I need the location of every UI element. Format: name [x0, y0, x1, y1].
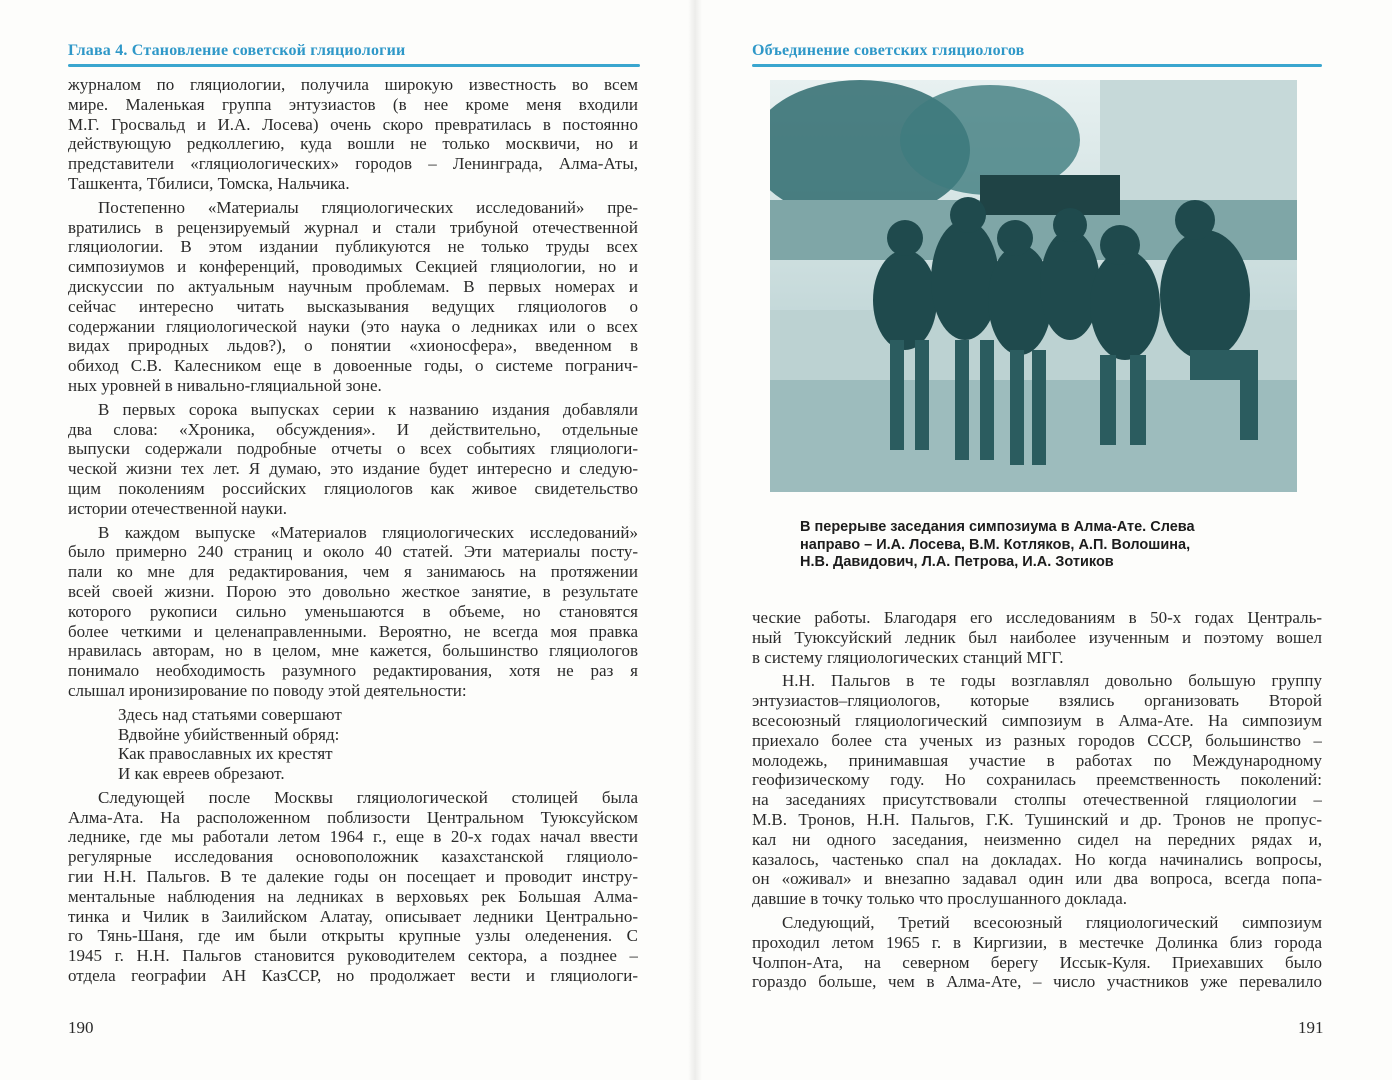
header-rule-left	[68, 64, 640, 67]
text-line: В первых сорока выпусках серии к названию издания добавляли	[98, 399, 638, 419]
running-head-right: Объединение советских гляциологов	[752, 42, 1025, 59]
text-line: Чолпон-Ата, на северном берегу Иссык-Куля. Приехавших было	[752, 952, 1322, 972]
text-line: мире. Маленькая группа энтузиастов (в нее кроме меня входили	[68, 94, 638, 114]
text-line: он «оживал» и внезапно задавал один или два вопроса, всегда попа-	[752, 869, 1322, 889]
page-number-left: 190	[68, 1018, 94, 1037]
paragraph	[752, 671, 1322, 909]
header-rule-right	[752, 64, 1322, 67]
text-line: истории отечественной науки.	[68, 498, 288, 518]
text-line: сейчас интересно читать высказывания ведущих гляциологов о	[68, 296, 638, 316]
text-line: гии Н.Н. Пальгов. В те далекие годы он посещает и проводит инстру-	[68, 867, 638, 887]
text-line: всесоюзный гляциологический симпозиум в Алма-Ате. На симпозиум	[752, 710, 1322, 730]
text-line: действующую редколлегию, куда вошли не только москвичи, но и	[68, 134, 638, 154]
text-line: В каждом выпуске «Материалов гляциологических исследований»	[98, 522, 638, 542]
photo-caption	[800, 519, 1300, 572]
text-line: ческой жизни тех лет. Я думаю, это издание будет интересно и следую-	[68, 459, 638, 479]
text-line: регулярные исследования основоположник казахстанской гляциоло-	[68, 847, 638, 867]
paragraph	[68, 523, 638, 701]
right-page-body	[752, 608, 1322, 996]
text-line: 1945 г. Н.Н. Пальгов становится руководителем сектора, а позднее –	[68, 946, 638, 966]
running-head-left: Глава 4. Становление советской гляциологии	[68, 42, 406, 59]
text-line: геофизическому году. Но сохранилась преемственность поколений:	[752, 770, 1322, 790]
text-line: гораздо больше, чем в Алма-Ате, – число участников уже перевалило	[752, 972, 1322, 992]
text-line: на заседаниях присутствовали столпы отечественной гляциологии –	[752, 790, 1322, 810]
text-line: И как евреев обрезают.	[118, 764, 285, 784]
caption-line: В перерыве заседания симпозиума в Алма-Ате. Слева	[800, 519, 1195, 535]
left-page-body	[68, 75, 638, 990]
group-photo	[770, 80, 1297, 492]
text-line: ческие работы. Благодаря его исследованиям в 50-х годах Централь-	[752, 608, 1322, 627]
text-line: Н.Н. Пальгов в те годы возглавлял довольно большую группу	[782, 671, 1322, 691]
paragraph	[68, 198, 638, 396]
text-line: М.Г. Гросвальд и И.А. Лосева) очень скоро превратилась в постоянно	[68, 114, 638, 134]
text-line: было примерно 240 страниц и около 40 статей. Эти материалы посту-	[68, 542, 638, 562]
text-line: Постепенно «Материалы гляциологических исследований» пре-	[98, 197, 638, 217]
text-line: Следующей после Москвы гляциологической столицей была	[98, 787, 638, 807]
book-spine	[688, 0, 702, 1080]
text-line: журналом по гляциологии, получила широкую известность во всем	[68, 75, 638, 94]
text-line: в систему гляциологических станций МГГ.	[752, 647, 1064, 667]
text-line: ный Туюксуйский ледник был наиболее изученным и поэтому вошел	[752, 627, 1322, 647]
page-number-right: 191	[1298, 1018, 1324, 1037]
text-line: понимало необходимость разумного редактирования, хотя не раз я	[68, 661, 638, 681]
text-line: симпозиумов и конференций, проводимых Секцией гляциологии, но и	[68, 257, 638, 277]
poem-quote	[68, 705, 638, 784]
text-line: ных уровней в нивально-гляциальной зоне.	[68, 375, 382, 395]
text-line: казалось, частенько спал на докладах. Но когда начинались вопросы,	[752, 849, 1322, 869]
text-line: Следующий, Третий всесоюзный гляциологический симпозиум	[782, 912, 1322, 932]
text-line: которого рукописи сильно уменьшаются в объеме, но становятся	[68, 601, 638, 621]
text-line: вратились в рецензируемый журнал и стали трибуной отечественной	[68, 217, 638, 237]
text-line: тинка и Чилик в Заилийском Алатау, описывает ледники Центрально-	[68, 906, 638, 926]
text-line: го Тянь-Шаня, где им были открыты крупные узлы оледенения. С	[68, 926, 638, 946]
caption-line: Н.В. Давидович, Л.А. Петрова, И.А. Зотиков	[800, 554, 1114, 570]
text-line: видах природных льдов?), о понятии «хионосфера», введенном в	[68, 336, 638, 356]
caption-line: направо – И.А. Лосева, В.М. Котляков, А.П. Волошина,	[800, 536, 1191, 553]
paragraph	[68, 788, 638, 986]
paragraph	[68, 400, 638, 519]
text-line: более четкими и целенаправленными. Вероятно, не всегда моя правка	[68, 621, 638, 641]
text-line: слышал иронизирование по поводу этой деятельности:	[68, 680, 467, 700]
text-line: энтузиастов–гляциологов, которые взялись организовать Второй	[752, 691, 1322, 711]
text-line: выпуски содержали подробные отчеты о всех событиях гляциологи-	[68, 439, 638, 459]
text-line: всей своей жизни. Порою это довольно жесткое занятие, в результате	[68, 581, 638, 601]
text-line: два слова: «Хроника, обсуждения». И действительно, отдельные	[68, 419, 638, 439]
text-line: кал ни одного заседания, неизменно сидел на передних рядах и,	[752, 829, 1322, 849]
text-line: Вдвойне убийственный обряд:	[118, 724, 340, 744]
text-line: Алма-Ата. На расположенном поблизости Центральном Туюксуйском	[68, 807, 638, 827]
paragraph	[752, 608, 1322, 667]
paragraph	[752, 913, 1322, 992]
paragraph	[68, 75, 638, 194]
text-line: гляциологии. В этом издании публикуются не только труды всех	[68, 237, 638, 257]
text-line: М.В. Тронов, Н.Н. Пальгов, Г.К. Тушинский и др. Тронов не пропус-	[752, 809, 1322, 829]
text-line: Как православных их крестят	[118, 744, 333, 764]
text-line: давшие в точку только что прослушанного доклада.	[752, 889, 1127, 909]
text-line: приехало более ста ученых из разных городов СССР, большинство –	[752, 730, 1322, 750]
text-line: пали ко мне для редактирования, чем я занимаюсь на протяжении	[68, 562, 638, 582]
text-line: обиход С.В. Калесником еще в довоенные годы, о системе погранич-	[68, 356, 638, 376]
text-line: представители «гляциологических» городов – Ленинграда, Алма-Аты,	[68, 154, 638, 174]
text-line: Ташкента, Тбилиси, Томска, Нальчика.	[68, 173, 350, 193]
text-line: дискуссии по актуальным научным проблемам. В первых номерах и	[68, 276, 638, 296]
text-line: щим поколениям российских гляциологов как живое свидетельство	[68, 478, 638, 498]
text-line: ментальные наблюдения на ледниках в верховьях рек Большая Алма-	[68, 886, 638, 906]
text-line: молодежь, принимавшая участие в работах по Международному	[752, 750, 1322, 770]
text-line: содержании гляциологической науки (это наука о ледниках или о всех	[68, 316, 638, 336]
text-line: Здесь над статьями совершают	[118, 704, 342, 724]
text-line: леднике, где мы работали летом 1964 г., еще в 20-х годах начал ввести	[68, 827, 638, 847]
text-line: отдела географии АН КазССР, но продолжает вести и гляциологи-	[68, 966, 638, 986]
text-line: нравилась авторам, но в целом, мне кажется, большинство гляциологов	[68, 641, 638, 661]
text-line: проходил летом 1965 г. в Киргизии, в местечке Долинка близ города	[752, 932, 1322, 952]
